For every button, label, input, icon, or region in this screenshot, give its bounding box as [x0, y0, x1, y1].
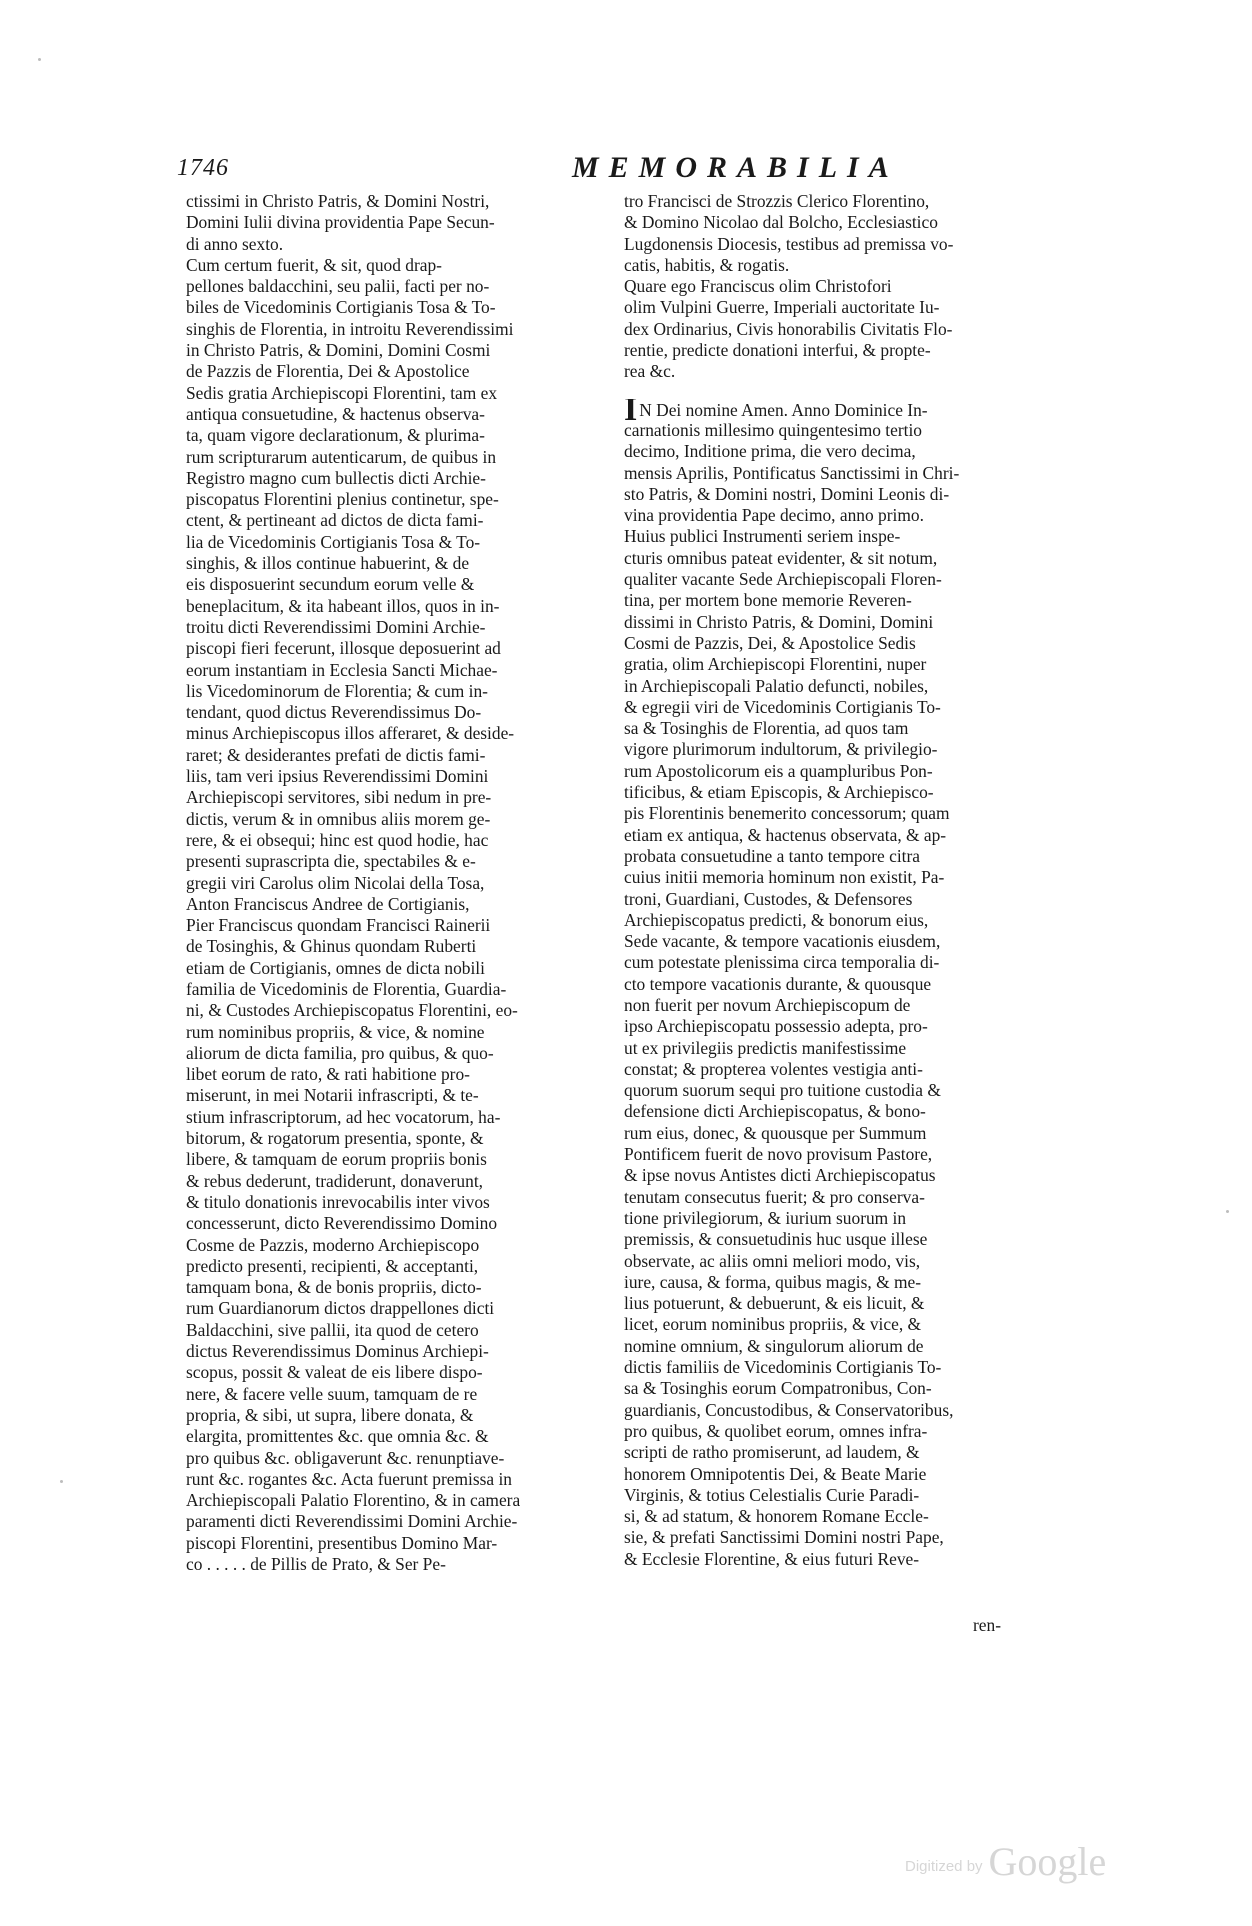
text-line: Huius publici Instrumenti seriem inspe- — [624, 526, 901, 547]
text-line: constat; & propterea volentes vestigia anti- — [624, 1058, 923, 1079]
text-line: vigore plurimorum indultorum, & privilegio- — [624, 739, 938, 760]
text-line: sie, & prefati Sanctissimi Domini nostri Pape, — [624, 1527, 944, 1548]
text-line: Registro magno cum bullectis dicti Archie- — [186, 467, 486, 488]
text-line: minus Archiepiscopus illos afferaret, & deside- — [186, 723, 515, 744]
text-line: co . . . . . de Pillis de Prato, & Ser Pe- — [186, 1554, 446, 1574]
text-line: & rebus dederunt, tradiderunt, donaverunt, — [186, 1170, 483, 1191]
text-line: antiqua consuetudine, & hactenus observa- — [186, 403, 485, 424]
opening-line-text: N Dei nomine Amen. Anno Dominice In- — [639, 399, 928, 420]
text-line: pro quibus &c. obligaverunt &c. renunptiave- — [186, 1447, 505, 1468]
left-text-column — [186, 191, 594, 1575]
text-line: Anton Franciscus Andree de Cortigianis, — [186, 893, 470, 914]
right-text-column — [624, 191, 1032, 1570]
page-number: 1746 — [177, 155, 229, 181]
text-line: Virginis, & totius Celestialis Curie Paradi- — [624, 1484, 920, 1505]
text-line: rentie, predicte donationi interfui, & propte- — [624, 340, 931, 361]
text-line: cum potestate plenissima circa temporalia di- — [624, 952, 940, 973]
text-line: raret; & desiderantes prefati de dictis fami- — [186, 744, 486, 765]
text-line: decimo, Inditione prima, die vero decima, — [624, 441, 916, 462]
text-line: bitorum, & rogatorum presentia, sponte, & — [186, 1128, 484, 1149]
text-line: singhis, & illos continue habuerint, & de — [186, 553, 470, 574]
text-line: qualiter vacante Sede Archiepiscopali Floren- — [624, 569, 942, 590]
text-line: lia de Vicedominis Cortigianis Tosa & To- — [186, 531, 481, 552]
text-line: si, & ad statum, & honorem Romane Eccle- — [624, 1506, 929, 1527]
text-line: guardianis, Concustodibus, & Conservatoribus, — [624, 1399, 954, 1420]
watermark — [905, 1838, 1106, 1885]
text-line: rum scripturarum autenticarum, de quibus in — [186, 446, 497, 467]
text-line: & Ecclesie Florentine, & eius futuri Reve- — [624, 1548, 920, 1569]
text-line: Sede vacante, & tempore vacationis eiusdem, — [624, 931, 941, 952]
text-line: premissis, & consuetudinis huc usque illese — [624, 1229, 928, 1250]
text-line: liis, tam veri ipsius Reverendissimi Domini — [186, 766, 489, 787]
text-line: dictus Reverendissimus Dominus Archiepi- — [186, 1341, 489, 1362]
text-line: Cosme de Pazzis, moderno Archiepiscopo — [186, 1234, 480, 1255]
text-line: Archiepiscopi servitores, sibi nedum in pre- — [186, 787, 492, 808]
text-line: familia de Vicedominis de Florentia, Guardia- — [186, 978, 507, 999]
text-line: miserunt, in mei Notarii infrascripti, & te- — [186, 1085, 479, 1106]
text-line: troni, Guardiani, Custodes, & Defensores — [624, 888, 913, 909]
text-line: tamquam bona, & de bonis propriis, dicto- — [186, 1277, 482, 1298]
text-line: Domini Iulii divina providentia Pape Secun- — [186, 212, 495, 233]
text-line: in Archiepiscopali Palatio defuncti, nobiles, — [624, 675, 929, 696]
text-line: piscopatus Florentini plenius continetur, spe- — [186, 489, 499, 510]
text-line: rum eius, donec, & quousque per Summum — [624, 1122, 927, 1143]
text-line: Cosmi de Pazzis, Dei, & Apostolice Sedis — [624, 632, 916, 653]
text-line: mensis Aprilis, Pontificatus Sanctissimi in Chri- — [624, 462, 960, 483]
text-line: Baldacchini, sive pallii, ita quod de cetero — [186, 1319, 479, 1340]
text-line: iure, causa, & forma, quibus magis, & me- — [624, 1271, 922, 1292]
drop-cap: I — [624, 398, 638, 420]
text-line: catis, habitis, & rogatis. — [624, 254, 790, 275]
document-opening-line — [624, 399, 1032, 420]
text-line: Archiepiscopatus predicti, & bonorum eius, — [624, 909, 929, 930]
text-line: sa & Tosinghis eorum Compatronibus, Con- — [624, 1378, 932, 1399]
text-line: beneplacitum, & ita habeant illos, quos in in- — [186, 595, 500, 616]
text-line: etiam de Cortigianis, omnes de dicta nobili — [186, 957, 485, 978]
text-line: presenti suprascripta die, spectabiles & e- — [186, 851, 476, 872]
text-line: & titulo donationis inrevocabilis inter vivos — [186, 1191, 490, 1212]
text-line: predicto presenti, recipienti, & acceptanti, — [186, 1255, 479, 1276]
text-line: cto tempore vacationis durante, & quousque — [624, 973, 932, 994]
text-line: tendant, quod dictus Reverendissimus Do- — [186, 702, 482, 723]
text-line: ctissimi in Christo Patris, & Domini Nostri, — [186, 191, 490, 211]
text-line: concesserunt, dicto Reverendissimo Domino — [186, 1213, 498, 1234]
text-line: Lugdonensis Diocesis, testibus ad premissa vo- — [624, 233, 954, 254]
text-line: di anno sexto. — [186, 233, 284, 254]
text-line: elargita, promittentes &c. que omnia &c. & — [186, 1426, 489, 1447]
text-line: eorum instantiam in Ecclesia Sancti Michae- — [186, 659, 498, 680]
text-line: dictis, verum & in omnibus aliis morem ge- — [186, 808, 491, 829]
text-line: rum nominibus propriis, & vice, & nomine — [186, 1021, 485, 1042]
text-line: scopus, possit & valeat de eis libere dispo- — [186, 1362, 483, 1383]
text-line: gregii viri Carolus olim Nicolai della Tosa, — [186, 872, 485, 893]
page-header — [177, 151, 1027, 191]
text-line: ut ex privilegiis predictis manifestissime — [624, 1037, 907, 1058]
text-line: gratia, olim Archiepiscopi Florentini, nuper — [624, 654, 927, 675]
text-line: pellones baldacchini, seu palii, facti per no- — [186, 276, 490, 297]
text-line: dissimi in Christo Patris, & Domini, Domini — [624, 611, 934, 632]
text-line: etiam ex antiqua, & hactenus observata, & ap- — [624, 824, 947, 845]
text-line: Quare ego Franciscus olim Christofori — [624, 276, 892, 297]
text-line: tina, per mortem bone memorie Reveren- — [624, 590, 912, 611]
text-line: probata consuetudine a tanto tempore citra — [624, 845, 921, 866]
scan-speck — [1226, 1210, 1229, 1213]
text-line: troitu dicti Reverendissimi Domini Archie- — [186, 616, 486, 637]
text-line: licet, eorum nominibus propriis, & vice, & — [624, 1314, 922, 1335]
text-line: tione privilegiorum, & iurium suorum in — [624, 1207, 907, 1228]
text-line: paramenti dicti Reverendissimi Domini Archie- — [186, 1511, 518, 1532]
text-line: observate, ac aliis omni meliori modo, vis, — [624, 1250, 921, 1271]
text-line: carnationis millesimo quingentesimo tertio — [624, 419, 923, 440]
right-column-bottom-block — [624, 420, 1032, 1570]
text-line: sto Patris, & Domini nostri, Domini Leonis di- — [624, 483, 950, 504]
paragraph-gap — [624, 383, 1032, 399]
text-line: ipso Archiepiscopatu possessio adepta, pro- — [624, 1016, 928, 1037]
text-line: Pier Franciscus quondam Francisci Rainerii — [186, 915, 491, 936]
text-line: eis disposuerint secundum eorum velle & — [186, 574, 475, 595]
text-line: dictis familiis de Vicedominis Cortigianis To- — [624, 1357, 942, 1378]
text-line: pro quibus, & quolibet eorum, omnes infra- — [624, 1420, 928, 1441]
text-line: Pontificem fuerit de novo provisum Pastore, — [624, 1144, 933, 1165]
text-line: de Tosinghis, & Ghinus quondam Ruberti — [186, 936, 477, 957]
text-line: dex Ordinarius, Civis honorabilis Civitatis Flo- — [624, 318, 953, 339]
text-line: propria, & sibi, ut supra, libere donata, & — [186, 1404, 474, 1425]
text-line: Cum certum fuerit, & sit, quod drap- — [186, 254, 442, 275]
watermark-logo: Google — [988, 1839, 1107, 1884]
text-line: piscopi fieri fecerunt, illosque deposuerint ad — [186, 638, 501, 659]
scan-speck — [38, 58, 41, 61]
text-line: sa & Tosinghis de Florentia, ad quos tam — [624, 718, 909, 739]
text-line: lius potuerunt, & debuerunt, & eis licuit, & — [624, 1293, 925, 1314]
text-line: ctent, & pertineant ad dictos de dicta fami- — [186, 510, 484, 531]
text-line: piscopi Florentini, presentibus Domino Mar- — [186, 1532, 498, 1553]
text-line: honorem Omnipotentis Dei, & Beate Marie — [624, 1463, 927, 1484]
text-line: Sedis gratia Archiepiscopi Florentini, tam ex — [186, 382, 498, 403]
text-line: tenutam consecutus fuerit; & pro conserva- — [624, 1186, 925, 1207]
text-line: vina providentia Pape decimo, anno primo. — [624, 505, 924, 526]
text-line: nere, & facere velle suum, tamquam de re — [186, 1383, 478, 1404]
text-line: ni, & Custodes Archiepiscopatus Florentini, eo- — [186, 1000, 518, 1021]
text-line: non fuerit per novum Archiepiscopum de — [624, 994, 911, 1015]
text-line: cuius initii memoria hominum non existit, Pa- — [624, 867, 945, 888]
text-line: & ipse novus Antistes dicti Archiepiscopatus — [624, 1165, 936, 1186]
watermark-prefix: Digitized by — [905, 1858, 983, 1875]
text-line: de Pazzis de Florentia, Dei & Apostolice — [186, 361, 470, 382]
text-line: ta, quam vigore declarationum, & plurima- — [186, 425, 485, 446]
text-line: olim Vulpini Guerre, Imperiali auctoritate Iu- — [624, 297, 940, 318]
text-line: scripti de ratho promiserunt, ad laudem, & — [624, 1442, 920, 1463]
text-line: rea &c. — [624, 361, 676, 382]
text-line: defensione dicti Archiepiscopatus, & bono- — [624, 1101, 926, 1122]
text-line: runt &c. rogantes &c. Acta fuerunt premissa in — [186, 1468, 512, 1489]
text-line: libere, & tamquam de eorum propriis bonis — [186, 1149, 487, 1170]
text-line: rum Guardianorum dictos drappellones dicti — [186, 1298, 495, 1319]
text-line: in Christo Patris, & Domini, Domini Cosmi — [186, 340, 491, 361]
text-line: aliorum de dicta familia, pro quibus, & quo- — [186, 1042, 494, 1063]
text-line: cturis omnibus pateat evidenter, & sit notum, — [624, 547, 938, 568]
right-column-top-block — [624, 191, 1032, 383]
text-line: tificibus, & etiam Episcopis, & Archiepisco- — [624, 782, 934, 803]
text-line: stium infrascriptorum, ad hec vocatorum, ha- — [186, 1106, 501, 1127]
text-line: tro Francisci de Strozzis Clerico Florentino, — [624, 191, 930, 211]
running-head: MEMORABILIA — [572, 151, 899, 184]
catchword: ren- — [973, 1615, 1001, 1635]
text-line: & Domino Nicolao dal Bolcho, Ecclesiastico — [624, 212, 938, 233]
text-line: biles de Vicedominis Cortigianis Tosa & To- — [186, 297, 496, 318]
text-line: nomine omnium, & singulorum aliorum de — [624, 1335, 924, 1356]
text-line: rum Apostolicorum eis a quampluribus Pon- — [624, 760, 933, 781]
text-line: Archiepiscopali Palatio Florentino, & in camera — [186, 1490, 521, 1511]
text-line: singhis de Florentia, in introitu Reverendissimi — [186, 318, 514, 339]
text-line: libet eorum de rato, & rati habitione pro- — [186, 1064, 470, 1085]
text-line: lis Vicedominorum de Florentia; & cum in- — [186, 680, 488, 701]
text-line: pis Florentinis benemerito concessorum; quam — [624, 803, 950, 824]
text-line: & egregii viri de Vicedominis Cortigianis To- — [624, 696, 941, 717]
text-line: quorum suorum sequi pro tuitione custodia & — [624, 1080, 941, 1101]
scan-speck — [60, 1480, 63, 1483]
text-line: rere, & ei obsequi; hinc est quod hodie, hac — [186, 829, 489, 850]
